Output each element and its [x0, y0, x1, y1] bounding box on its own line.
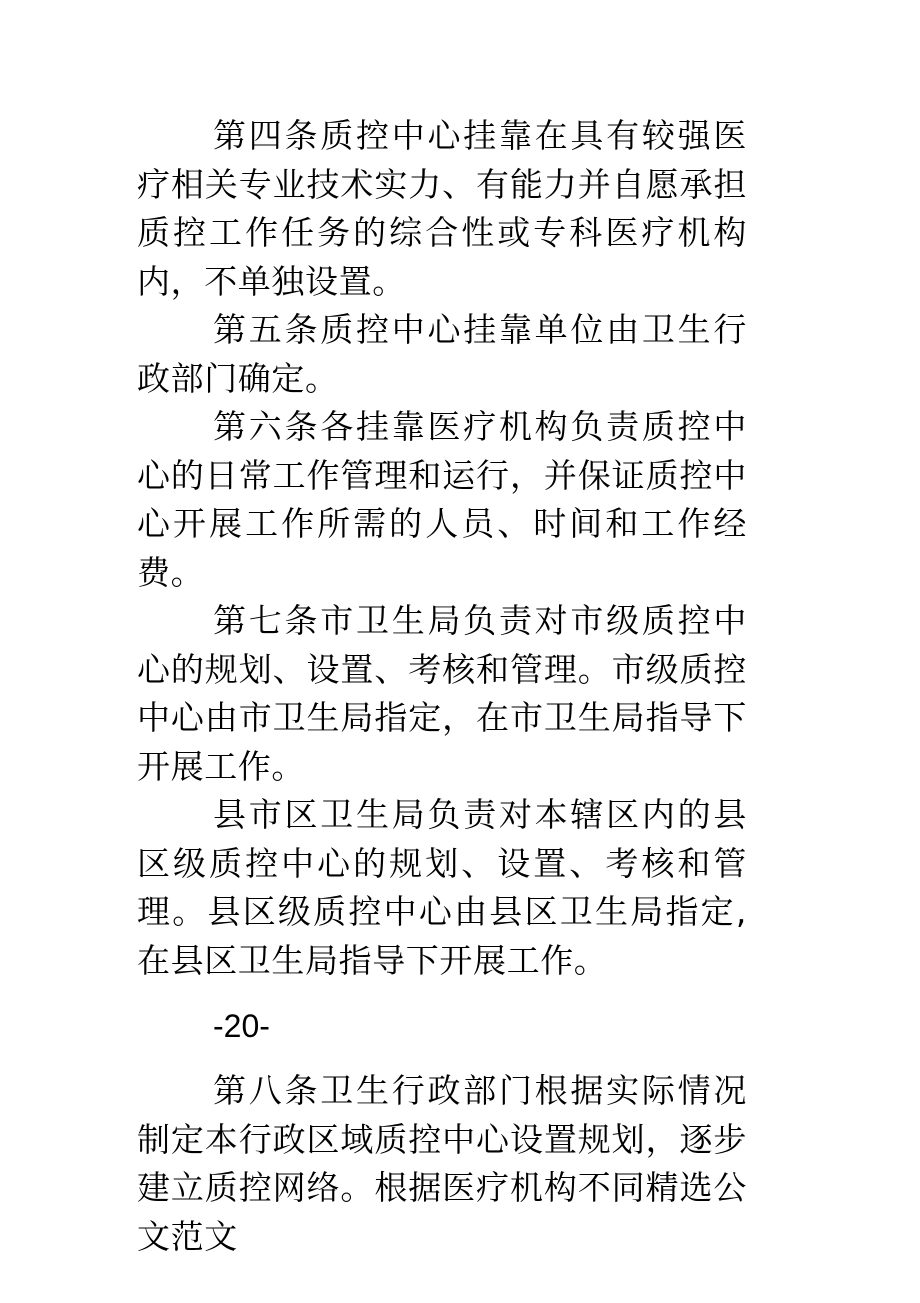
document-body [137, 112, 747, 1261]
article-7-paragraph: 第七条市卫生局负责对市级质控中心的规划、设置、考核和管理。市级质控中心由市卫生局指定，在市卫生局指导下开展工作。 [137, 601, 747, 786]
county-bureau-paragraph: 县市区卫生局负责对本辖区内的县区级质控中心的规划、设置、考核和管理。县区级质控中心由县区卫生局指定, 在县区卫生局指导下开展工作。 [137, 795, 747, 980]
article-6-paragraph: 第六条各挂靠医疗机构负责质控中心的日常工作管理和运行，并保证质控中心开展工作所需的人员、时间和工作经费。 [137, 407, 747, 592]
page-number: -20- [213, 1007, 270, 1044]
article-4-paragraph: 第四条质控中心挂靠在具有较强医疗相关专业技术实力、有能力并自愿承担质控工作任务的综合性或专科医疗机构内，不单独设置。 [137, 116, 747, 301]
article-8-paragraph: 第八条卫生行政部门根据实际情况制定本行政区域质控中心设置规划，逐步建立质控网络。根据医疗机构不同精选公文范文 [137, 1071, 747, 1256]
article-5-paragraph: 第五条质控中心挂靠单位由卫生行政部门确定。 [137, 310, 747, 398]
